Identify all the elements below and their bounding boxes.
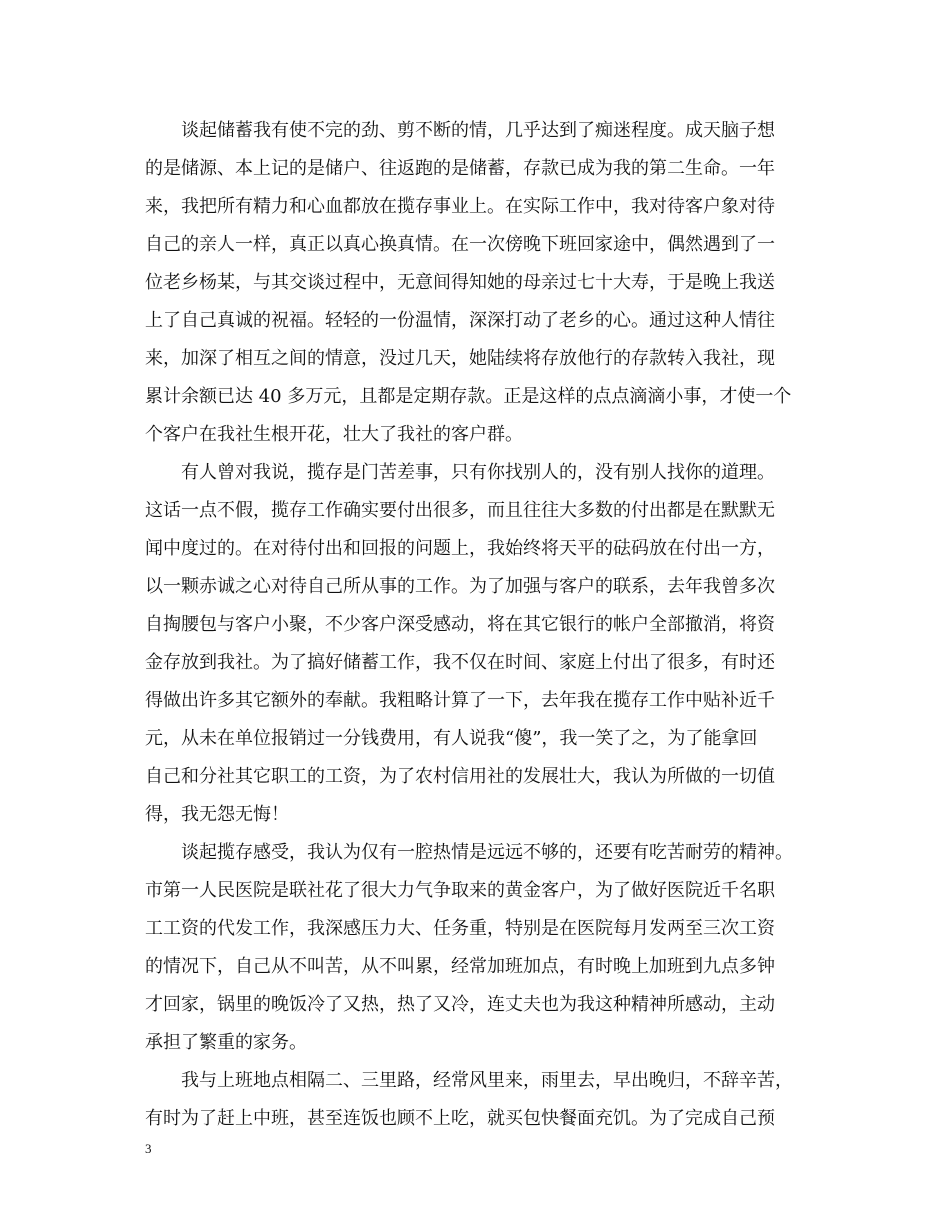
- paragraph-3-line-3: 工工资的代发工作，我深感压力大、任务重，特别是在医院每月发两至三次工资: [145, 918, 775, 939]
- paragraph-1-line-9: 个客户在我社生根开花，壮大了我社的客户群。: [145, 424, 523, 445]
- page-number: 3: [145, 1141, 152, 1156]
- paragraph-2-line-10: 得，我无怨无悔！: [145, 804, 289, 825]
- paragraph-4-line-2: 有时为了赶上中班，甚至连饭也顾不上吃，就买包快餐面充饥。为了完成自己预: [145, 1108, 775, 1129]
- paragraph-3-line-6: 承担了繁重的家务。: [145, 1032, 307, 1053]
- paragraph-4-line-1: 我与上班地点相隔二、三里路，经常风里来，雨里去，早出晚归，不辞辛苦，: [181, 1070, 793, 1091]
- paragraph-3-line-1: 谈起揽存感受，我认为仅有一腔热情是远远不够的，还要有吃苦耐劳的精神。: [181, 842, 793, 863]
- paragraph-2-line-6: 金存放到我社。为了搞好储蓄工作，我不仅在时间、家庭上付出了很多，有时还: [145, 652, 775, 673]
- paragraph-1-line-3: 来，我把所有精力和心血都放在揽存事业上。在实际工作中，我对待客户象对待: [145, 196, 775, 217]
- paragraph-1-line-1: 谈起储蓄我有使不完的劲、剪不断的情，几乎达到了痴迷程度。成天脑子想: [181, 120, 775, 141]
- paragraph-1-line-8: 累计余额已达 40 多万元，且都是定期存款。正是这样的点点滴滴小事，才使一个: [145, 386, 792, 407]
- paragraph-3-line-2: 市第一人民医院是联社花了很大力气争取来的黄金客户，为了做好医院近千名职: [145, 880, 775, 901]
- paragraph-2-line-7: 得做出许多其它额外的奉献。我粗略计算了一下，去年我在揽存工作中贴补近千: [145, 690, 775, 711]
- paragraph-2-line-1: 有人曾对我说，揽存是门苦差事，只有你找别人的，没有别人找你的道理。: [181, 462, 775, 483]
- paragraph-1-line-4: 自己的亲人一样，真正以真心换真情。在一次傍晚下班回家途中，偶然遇到了一: [145, 234, 775, 255]
- paragraph-2-line-2: 这话一点不假，揽存工作确实要付出很多，而且往往大多数的付出都是在默默无: [145, 500, 775, 521]
- paragraph-2-line-8: 元，从未在单位报销过一分钱费用，有人说我“傻”，我一笑了之，为了能拿回: [145, 728, 758, 749]
- paragraph-2-line-4: 以一颗赤诚之心对待自己所从事的工作。为了加强与客户的联系，去年我曾多次: [145, 576, 775, 597]
- paragraph-3-line-5: 才回家，锅里的晚饭冷了又热，热了又冷，连丈夫也为我这种精神所感动，主动: [145, 994, 775, 1015]
- paragraph-1-line-6: 上了自己真诚的祝福。轻轻的一份温情，深深打动了老乡的心。通过这种人情往: [145, 310, 775, 331]
- paragraph-2-line-9: 自己和分社其它职工的工资，为了农村信用社的发展壮大，我认为所做的一切值: [145, 766, 775, 787]
- paragraph-1-line-7: 来，加深了相互之间的情意，没过几天，她陆续将存放他行的存款转入我社，现: [145, 348, 775, 369]
- paragraph-1-line-2: 的是储源、本上记的是储户、往返跑的是储蓄，存款已成为我的第二生命。一年: [145, 158, 775, 179]
- paragraph-3-line-4: 的情况下，自己从不叫苦，从不叫累，经常加班加点，有时晚上加班到九点多钟: [145, 956, 775, 977]
- paragraph-1-line-5: 位老乡杨某，与其交谈过程中，无意间得知她的母亲过七十大寿，于是晚上我送: [145, 272, 775, 293]
- paragraph-2-line-3: 闻中度过的。在对待付出和回报的问题上，我始终将天平的砝码放在付出一方，: [145, 538, 775, 559]
- paragraph-2-line-5: 自掏腰包与客户小聚，不少客户深受感动，将在其它银行的帐户全部撤消，将资: [145, 614, 775, 635]
